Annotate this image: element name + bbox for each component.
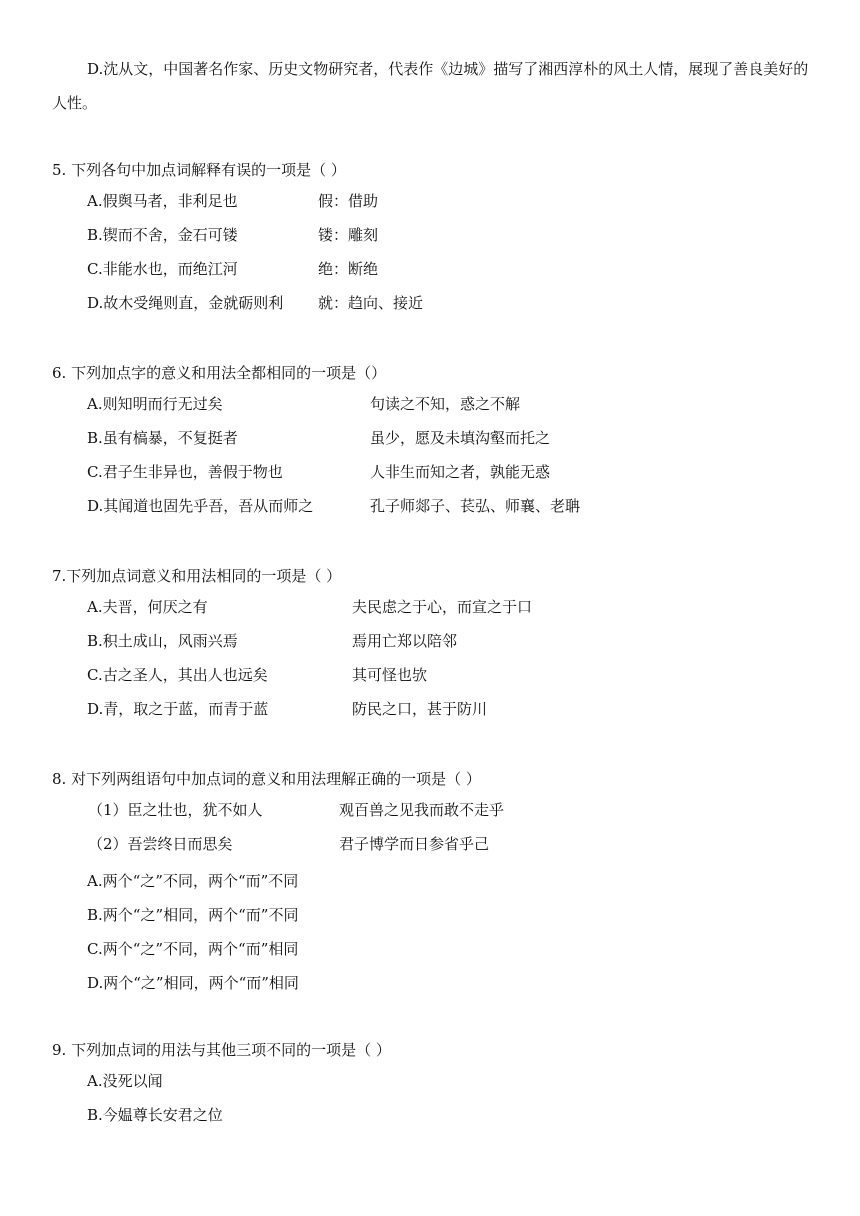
question-8-option-c: C.两个“之”不同，两个“而”相同 bbox=[87, 940, 299, 958]
question-5-option-d: D.故木受绳则直，金就砺则利 bbox=[87, 294, 284, 312]
question-7-option-d-right: 防民之口，甚于防川 bbox=[352, 700, 488, 718]
question-6-option-d-right: 孔子师郯子、苌弘、师襄、老聃 bbox=[370, 497, 581, 515]
question-6-option-c-right: 人非生而知之者，孰能无惑 bbox=[370, 463, 551, 481]
question-7-option-a-left: A.夫晋，何厌之有 bbox=[87, 598, 208, 616]
question-5-option-b: B.锲而不舍，金石可镂 bbox=[87, 226, 238, 244]
question-6-stem: 6. 下列加点字的意义和用法全都相同的一项是（） bbox=[52, 364, 387, 382]
question-6-option-d-left: D.其闻道也固先乎吾，吾从而师之 bbox=[87, 497, 314, 515]
question-8-pair-2-left: （2）吾尝终日而思矣 bbox=[88, 835, 233, 853]
question-8-option-b: B.两个“之”相同，两个“而”不同 bbox=[87, 906, 299, 924]
question-5-stem: 5. 下列各句中加点词解释有误的一项是（ ） bbox=[52, 161, 346, 179]
question-7-option-b-left: B.积土成山，风雨兴焉 bbox=[87, 632, 238, 650]
question-5-option-a: A.假舆马者，非利足也 bbox=[87, 192, 238, 210]
question-8-pair-2-right: 君子博学而日参省乎己 bbox=[339, 835, 490, 853]
question-5-option-b-gloss: 镂：雕刻 bbox=[318, 226, 379, 244]
question-7-option-b-right: 焉用亡郑以陪邻 bbox=[352, 632, 458, 650]
question-6-option-a-right: 句读之不知，惑之不解 bbox=[370, 395, 521, 413]
question-5-option-a-gloss: 假：借助 bbox=[318, 192, 379, 210]
question-6-option-c-left: C.君子生非异也，善假于物也 bbox=[87, 463, 283, 481]
question-8-option-d: D.两个“之”相同，两个“而”相同 bbox=[87, 974, 299, 992]
question-7-option-a-right: 夫民虑之于心，而宣之于口 bbox=[352, 598, 533, 616]
question-8-pair-1-right: 观百兽之见我而敢不走乎 bbox=[339, 801, 505, 819]
question-6-option-b-right: 虽少，愿及未填沟壑而托之 bbox=[370, 429, 551, 447]
question-8-stem: 8. 对下列两组语句中加点词的意义和用法理解正确的一项是（ ） bbox=[52, 770, 481, 788]
question-7-stem: 7.下列加点词意义和用法相同的一项是（ ） bbox=[52, 567, 342, 585]
question-8-pair-1-left: （1）臣之壮也，犹不如人 bbox=[88, 801, 263, 819]
question-9-option-b: B.今媪尊长安君之位 bbox=[87, 1106, 223, 1124]
question-9-stem: 9. 下列加点词的用法与其他三项不同的一项是（ ） bbox=[52, 1041, 391, 1059]
question-5-option-c: C.非能水也，而绝江河 bbox=[87, 260, 238, 278]
question-8-option-a: A.两个“之”不同，两个“而”不同 bbox=[87, 872, 299, 890]
question-9-option-a: A.没死以闻 bbox=[87, 1072, 163, 1090]
question-7-option-c-right: 其可怪也欤 bbox=[352, 666, 428, 684]
question-5-option-c-gloss: 绝：断绝 bbox=[318, 260, 379, 278]
question-6-option-a-left: A.则知明而行无过矣 bbox=[87, 395, 223, 413]
intro-paragraph: D.沈从文，中国著名作家、历史文物研究者，代表作《边城》描写了湘西淳朴的风土人情，展现了善良美好的人性。 bbox=[52, 60, 809, 112]
question-5-option-d-gloss: 就：趋向、接近 bbox=[318, 294, 424, 312]
question-6-option-b-left: B.虽有槁暴，不复挺者 bbox=[87, 429, 238, 447]
question-7-option-c-left: C.古之圣人，其出人也远矣 bbox=[87, 666, 268, 684]
question-7-option-d-left: D.青，取之于蓝，而青于蓝 bbox=[87, 700, 269, 718]
